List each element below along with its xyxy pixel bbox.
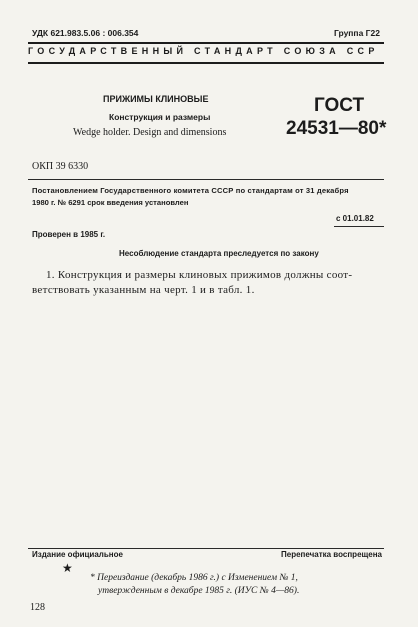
- official-edition: Издание официальное: [32, 550, 123, 559]
- title-ru-sub: Конструкция и размеры: [109, 112, 211, 122]
- star-icon: ★: [62, 561, 73, 575]
- title-en: Wedge holder. Design and dimensions: [73, 127, 227, 138]
- decree-line-2: 1980 г. № 6291 срок введения установлен: [32, 198, 189, 207]
- gost-label: ГОСТ: [314, 95, 365, 116]
- checked-note: Проверен в 1985 г.: [32, 230, 106, 239]
- effective-date: с 01.01.82: [336, 214, 374, 223]
- decree-line-1: Постановлением Государственного комитета СССР по стандартам от 31 декабря: [32, 186, 349, 195]
- okp-rule: [28, 179, 384, 180]
- okp-code: ОКП 39 6330: [32, 161, 89, 172]
- udk-code: УДК 621.983.5.06 : 006.354: [32, 28, 139, 38]
- date-underline: [334, 226, 384, 227]
- gost-number: 24531—80*: [286, 118, 387, 139]
- group-code: Группа Г22: [334, 28, 380, 38]
- legal-warning: Несоблюдение стандарта преследуется по закону: [119, 249, 319, 258]
- title-ru-main: ПРИЖИМЫ КЛИНОВЫЕ: [103, 94, 209, 104]
- reissue-note-line-2: утвержденным в декабре 1985 г. (ИУС № 4—86).: [98, 586, 300, 596]
- page-number: 128: [30, 602, 45, 613]
- header-rule-bottom: [28, 62, 384, 64]
- reprint-prohibited: Перепечатка воспрещена: [281, 550, 382, 559]
- paragraph-line-2: ветствовать указанным на черт. 1 и в табл. 1.: [32, 284, 255, 296]
- paragraph-line-1: 1. Конструкция и размеры клиновых прижимов должны соот-: [46, 269, 353, 281]
- standard-banner: ГОСУДАРСТВЕННЫЙ СТАНДАРТ СОЮЗА ССР: [28, 46, 379, 56]
- footer-rule: [28, 548, 384, 549]
- header-rule-top: [28, 42, 384, 44]
- reissue-note-line-1: * Переиздание (декабрь 1986 г.) с Изменением № 1,: [90, 573, 298, 583]
